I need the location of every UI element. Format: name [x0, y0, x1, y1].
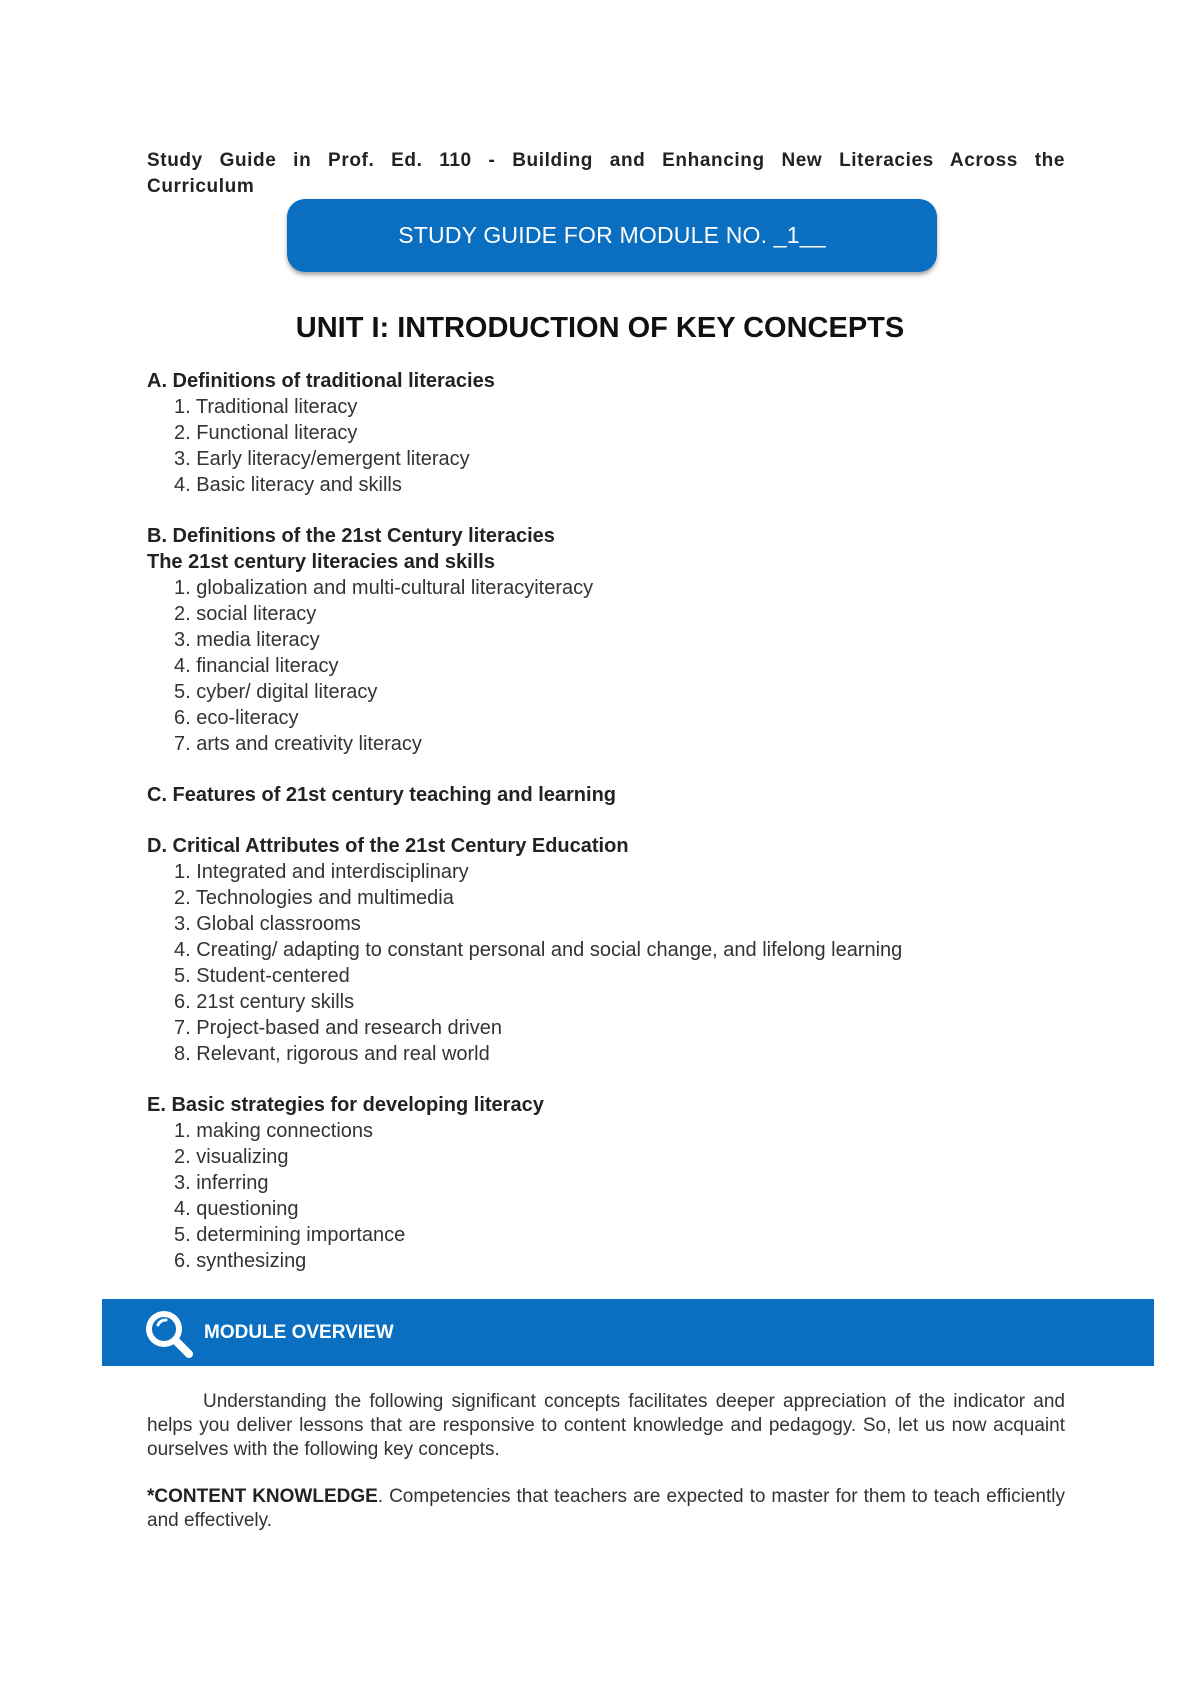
content-knowledge-paragraph: [147, 1485, 1065, 1533]
section-title: E. Basic strategies for developing literacy: [147, 1094, 544, 1116]
list-item: [147, 911, 1067, 937]
list-item-text: financial literacy: [196, 655, 339, 677]
list-item-number: 3.: [174, 1172, 191, 1194]
section-list: [147, 1118, 1067, 1274]
list-item: [147, 885, 1067, 911]
list-item: [147, 1015, 1067, 1041]
list-item-number: 2.: [174, 887, 191, 909]
list-item: [147, 627, 1067, 653]
list-item-text: visualizing: [196, 1146, 289, 1168]
list-item-number: 1.: [174, 1120, 191, 1142]
section-title: C. Features of 21st century teaching and learning: [147, 784, 617, 806]
section-title: A. Definitions of traditional literacies: [147, 370, 495, 392]
list-item: [147, 472, 1067, 498]
list-item-number: 2.: [174, 422, 191, 444]
list-item-number: 3.: [174, 629, 191, 651]
list-item-number: 4.: [174, 1198, 191, 1220]
outline-content: [147, 368, 1067, 1299]
list-item: [147, 575, 1067, 601]
list-item-text: Traditional literacy: [195, 396, 358, 418]
overview-paragraph-text: Understanding the following significant concepts facilitates deeper appreciation of the indicator and helps you deliver lessons that are responsive to content knowledge and pedagogy. So, let us now acquaint ourselves with the following key concepts.: [147, 1391, 1065, 1460]
list-item-text: 21st century skills: [196, 991, 355, 1013]
list-item: [147, 859, 1067, 885]
list-item: [147, 394, 1067, 420]
module-overview-label: MODULE OVERVIEW: [204, 1322, 394, 1343]
list-item-text: social literacy: [196, 603, 317, 625]
list-item-text: Relevant, rigorous and real world: [196, 1043, 490, 1065]
list-item-text: Global classrooms: [196, 913, 361, 935]
list-item: [147, 1118, 1067, 1144]
list-item: [147, 653, 1067, 679]
list-item-number: 4.: [174, 474, 191, 496]
section-list: [147, 575, 1067, 757]
list-item-text: synthesizing: [196, 1250, 307, 1272]
list-item: [147, 1041, 1067, 1067]
section-title: B. Definitions of the 21st Century literacies: [147, 525, 555, 547]
unit-title: UNIT I: INTRODUCTION OF KEY CONCEPTS: [295, 312, 905, 344]
list-item: [147, 1248, 1067, 1274]
list-item-text: Creating/ adapting to constant personal and social change, and lifelong learning: [196, 939, 903, 961]
list-item-text: media literacy: [196, 629, 320, 651]
list-item-text: Early literacy/emergent literacy: [196, 448, 470, 470]
content-knowledge-definition: . Competencies that teachers are expected to master for them to teach efficiently and effectively.: [147, 1486, 1065, 1531]
list-item-number: 2.: [174, 603, 191, 625]
list-item-number: 1.: [174, 577, 191, 599]
list-item: [147, 963, 1067, 989]
list-item-text: questioning: [196, 1198, 299, 1220]
list-item-number: 1.: [174, 396, 191, 418]
list-item-number: 4.: [174, 939, 191, 961]
module-banner: STUDY GUIDE FOR MODULE NO. _1__: [287, 199, 937, 272]
list-item: [147, 1170, 1067, 1196]
list-item: [147, 705, 1067, 731]
list-item-text: arts and creativity literacy: [196, 733, 422, 755]
list-item-number: 7.: [174, 1017, 191, 1039]
list-item: [147, 937, 1067, 963]
outline-section: [147, 782, 1067, 808]
outline-section: [147, 368, 1067, 498]
outline-section: [147, 1092, 1067, 1274]
list-item-number: 5.: [174, 1224, 191, 1246]
list-item: [147, 1144, 1067, 1170]
list-item: [147, 989, 1067, 1015]
list-item-number: 8.: [174, 1043, 191, 1065]
list-item-text: Student-centered: [196, 965, 350, 987]
list-item-text: cyber/ digital literacy: [196, 681, 378, 703]
list-item-number: 6.: [174, 1250, 191, 1272]
list-item-number: 5.: [174, 681, 191, 703]
overview-body: [147, 1390, 1065, 1556]
list-item-text: inferring: [196, 1172, 269, 1194]
list-item-text: Project-based and research driven: [196, 1017, 502, 1039]
list-item: [147, 420, 1067, 446]
outline-section: [147, 833, 1067, 1067]
content-knowledge-term: *CONTENT KNOWLEDGE: [147, 1486, 378, 1507]
overview-paragraph: [147, 1390, 1065, 1462]
course-title: Study Guide in Prof. Ed. 110 - Building and Enhancing New Literacies Across the Curriculum: [147, 150, 1065, 197]
list-item: [147, 679, 1067, 705]
list-item-text: Functional literacy: [196, 422, 358, 444]
magnifier-icon: [142, 1307, 194, 1359]
list-item-number: 2.: [174, 1146, 191, 1168]
section-title: D. Critical Attributes of the 21st Century Education: [147, 835, 629, 857]
list-item: [147, 601, 1067, 627]
list-item-number: 6.: [174, 707, 191, 729]
list-item-number: 7.: [174, 733, 191, 755]
module-overview-bar: [102, 1299, 1154, 1366]
section-list: [147, 394, 1067, 498]
outline-section: [147, 523, 1067, 757]
list-item-text: determining importance: [196, 1224, 406, 1246]
list-item-text: Integrated and interdisciplinary: [196, 861, 469, 883]
list-item: [147, 1222, 1067, 1248]
list-item-number: 3.: [174, 448, 191, 470]
list-item: [147, 446, 1067, 472]
section-subtitle: The 21st century literacies and skills: [147, 551, 495, 573]
list-item-number: 4.: [174, 655, 191, 677]
list-item-number: 6.: [174, 991, 191, 1013]
list-item-text: globalization and multi-cultural literacyiteracy: [196, 577, 594, 599]
list-item-text: making connections: [196, 1120, 374, 1142]
list-item: [147, 731, 1067, 757]
list-item-text: eco-literacy: [196, 707, 299, 729]
list-item-text: Basic literacy and skills: [196, 474, 402, 496]
list-item-text: Technologies and multimedia: [195, 887, 454, 909]
list-item: [147, 1196, 1067, 1222]
list-item-number: 1.: [174, 861, 191, 883]
list-item-number: 5.: [174, 965, 191, 987]
list-item-number: 3.: [174, 913, 191, 935]
section-list: [147, 859, 1067, 1067]
